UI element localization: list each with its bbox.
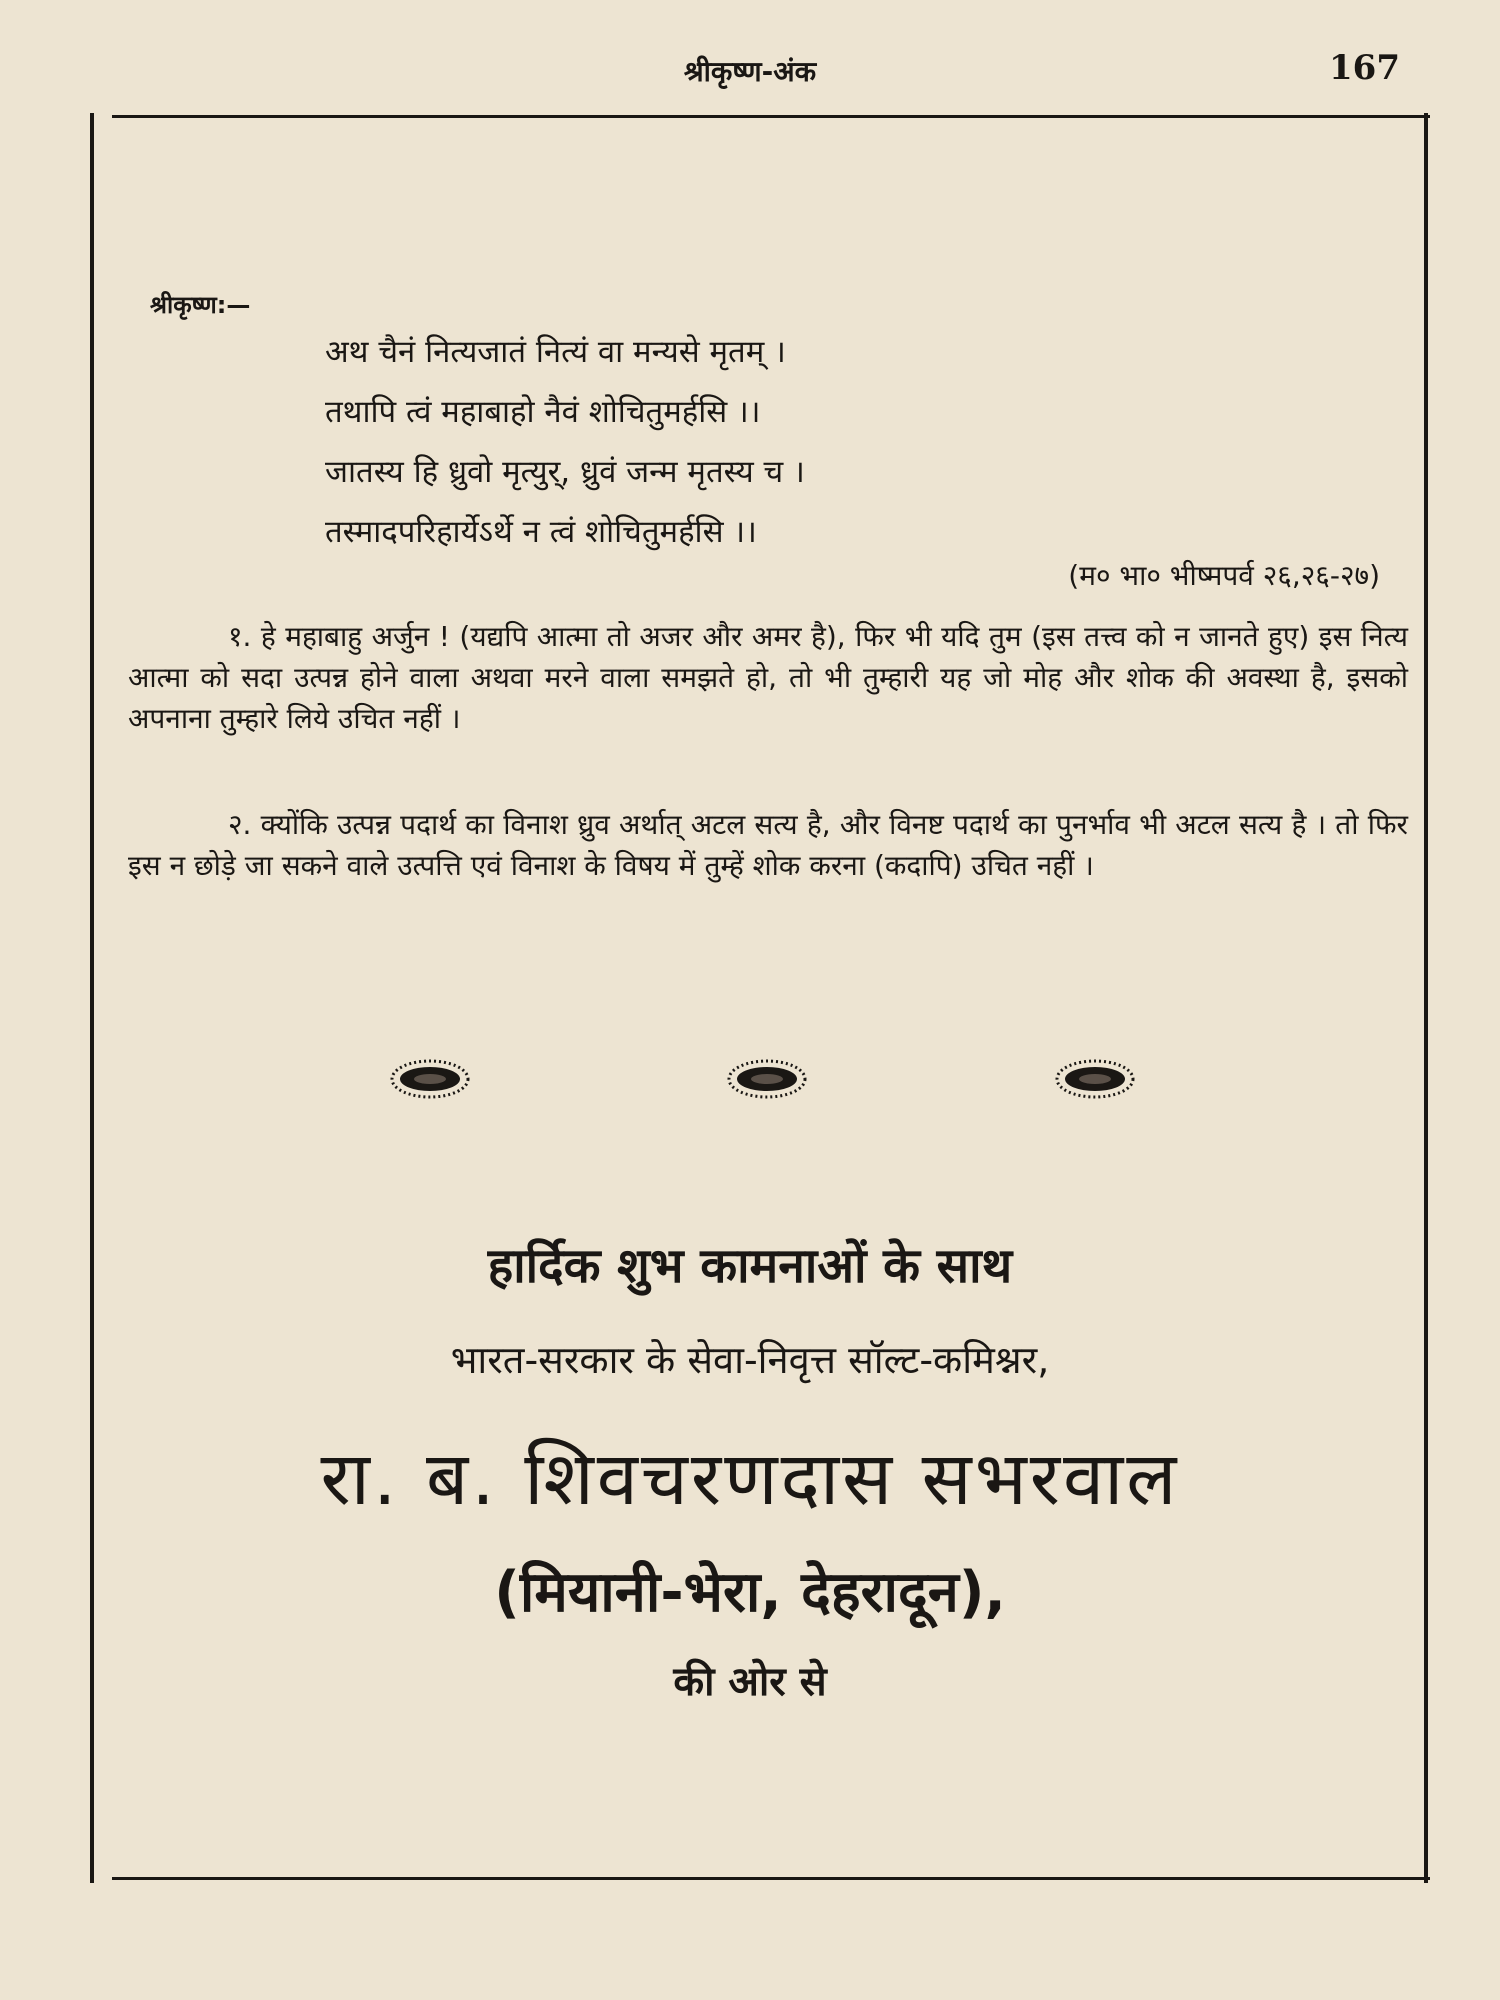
designation-line: भारत-सरकार के सेवा-निवृत्त सॉल्ट-कमिश्नर, (450, 1338, 1050, 1382)
explanation-paragraph-2 (128, 804, 1408, 886)
verse-line: तथापि त्वं महाबाहो नैवं शोचितुमर्हसि ।। (325, 394, 761, 430)
donor-place: (मियानी-भेरा, देहरादून), (494, 1560, 1006, 1625)
paragraph-text: १. हे महाबाहु अर्जुन ! (यद्यपि आत्मा तो अजर और अमर है), फिर भी यदि तुम (इस तत्त्व को न जानते हुए) इस नित्य आत्मा को सदा उत्पन्न होने वाला अथवा मरने वाला समझते हो, तो भी तुम्हारी यह जो मोह और शोक की अवस्था है, इसको अपनाना तुम्हारे लिये उचित नहीं । (128, 620, 1408, 735)
page-number: 167 (1329, 48, 1400, 88)
page-header (0, 48, 1500, 102)
from-line: की ओर से (673, 1659, 827, 1705)
verse-reference: (म० भा० भीष्मपर्व २६,२६-२७) (1068, 559, 1380, 592)
oval-ornament-icon (1055, 1058, 1135, 1100)
verse-line: जातस्य हि ध्रुवो मृत्युर्, ध्रुवं जन्म मृतस्य च । (325, 454, 805, 490)
frame-bottom-rule (112, 1877, 1430, 1880)
ornament-row (0, 1058, 1500, 1104)
verse-line: अथ चैनं नित्यजातं नित्यं वा मन्यसे मृतम् । (325, 334, 786, 370)
oval-ornament-icon (727, 1058, 807, 1100)
explanation-paragraph-1 (128, 616, 1408, 739)
paragraph-text: २. क्योंकि उत्पन्न पदार्थ का विनाश ध्रुव अर्थात् अटल सत्य है, और विनष्ट पदार्थ का पुनर्भाव भी अटल सत्य है । तो फिर इस न छोड़े जा सकने वाले उत्पत्ति एवं विनाश के विषय में तुम्हें शोक करना (कदापि) उचित नहीं । (128, 808, 1408, 882)
verse-line: तस्मादपरिहार्येऽर्थे न त्वं शोचितुमर्हसि ।। (325, 514, 757, 550)
oval-ornament-icon (390, 1058, 470, 1100)
running-title: श्रीकृष्ण-अंक (683, 55, 817, 88)
greeting-line: हार्दिक शुभ कामनाओं के साथ (487, 1238, 1013, 1294)
donor-name: रा. ब. शिवचरणदास सभरवाल (320, 1436, 1180, 1522)
speaker-label: श्रीकृष्ण:— (150, 291, 251, 319)
